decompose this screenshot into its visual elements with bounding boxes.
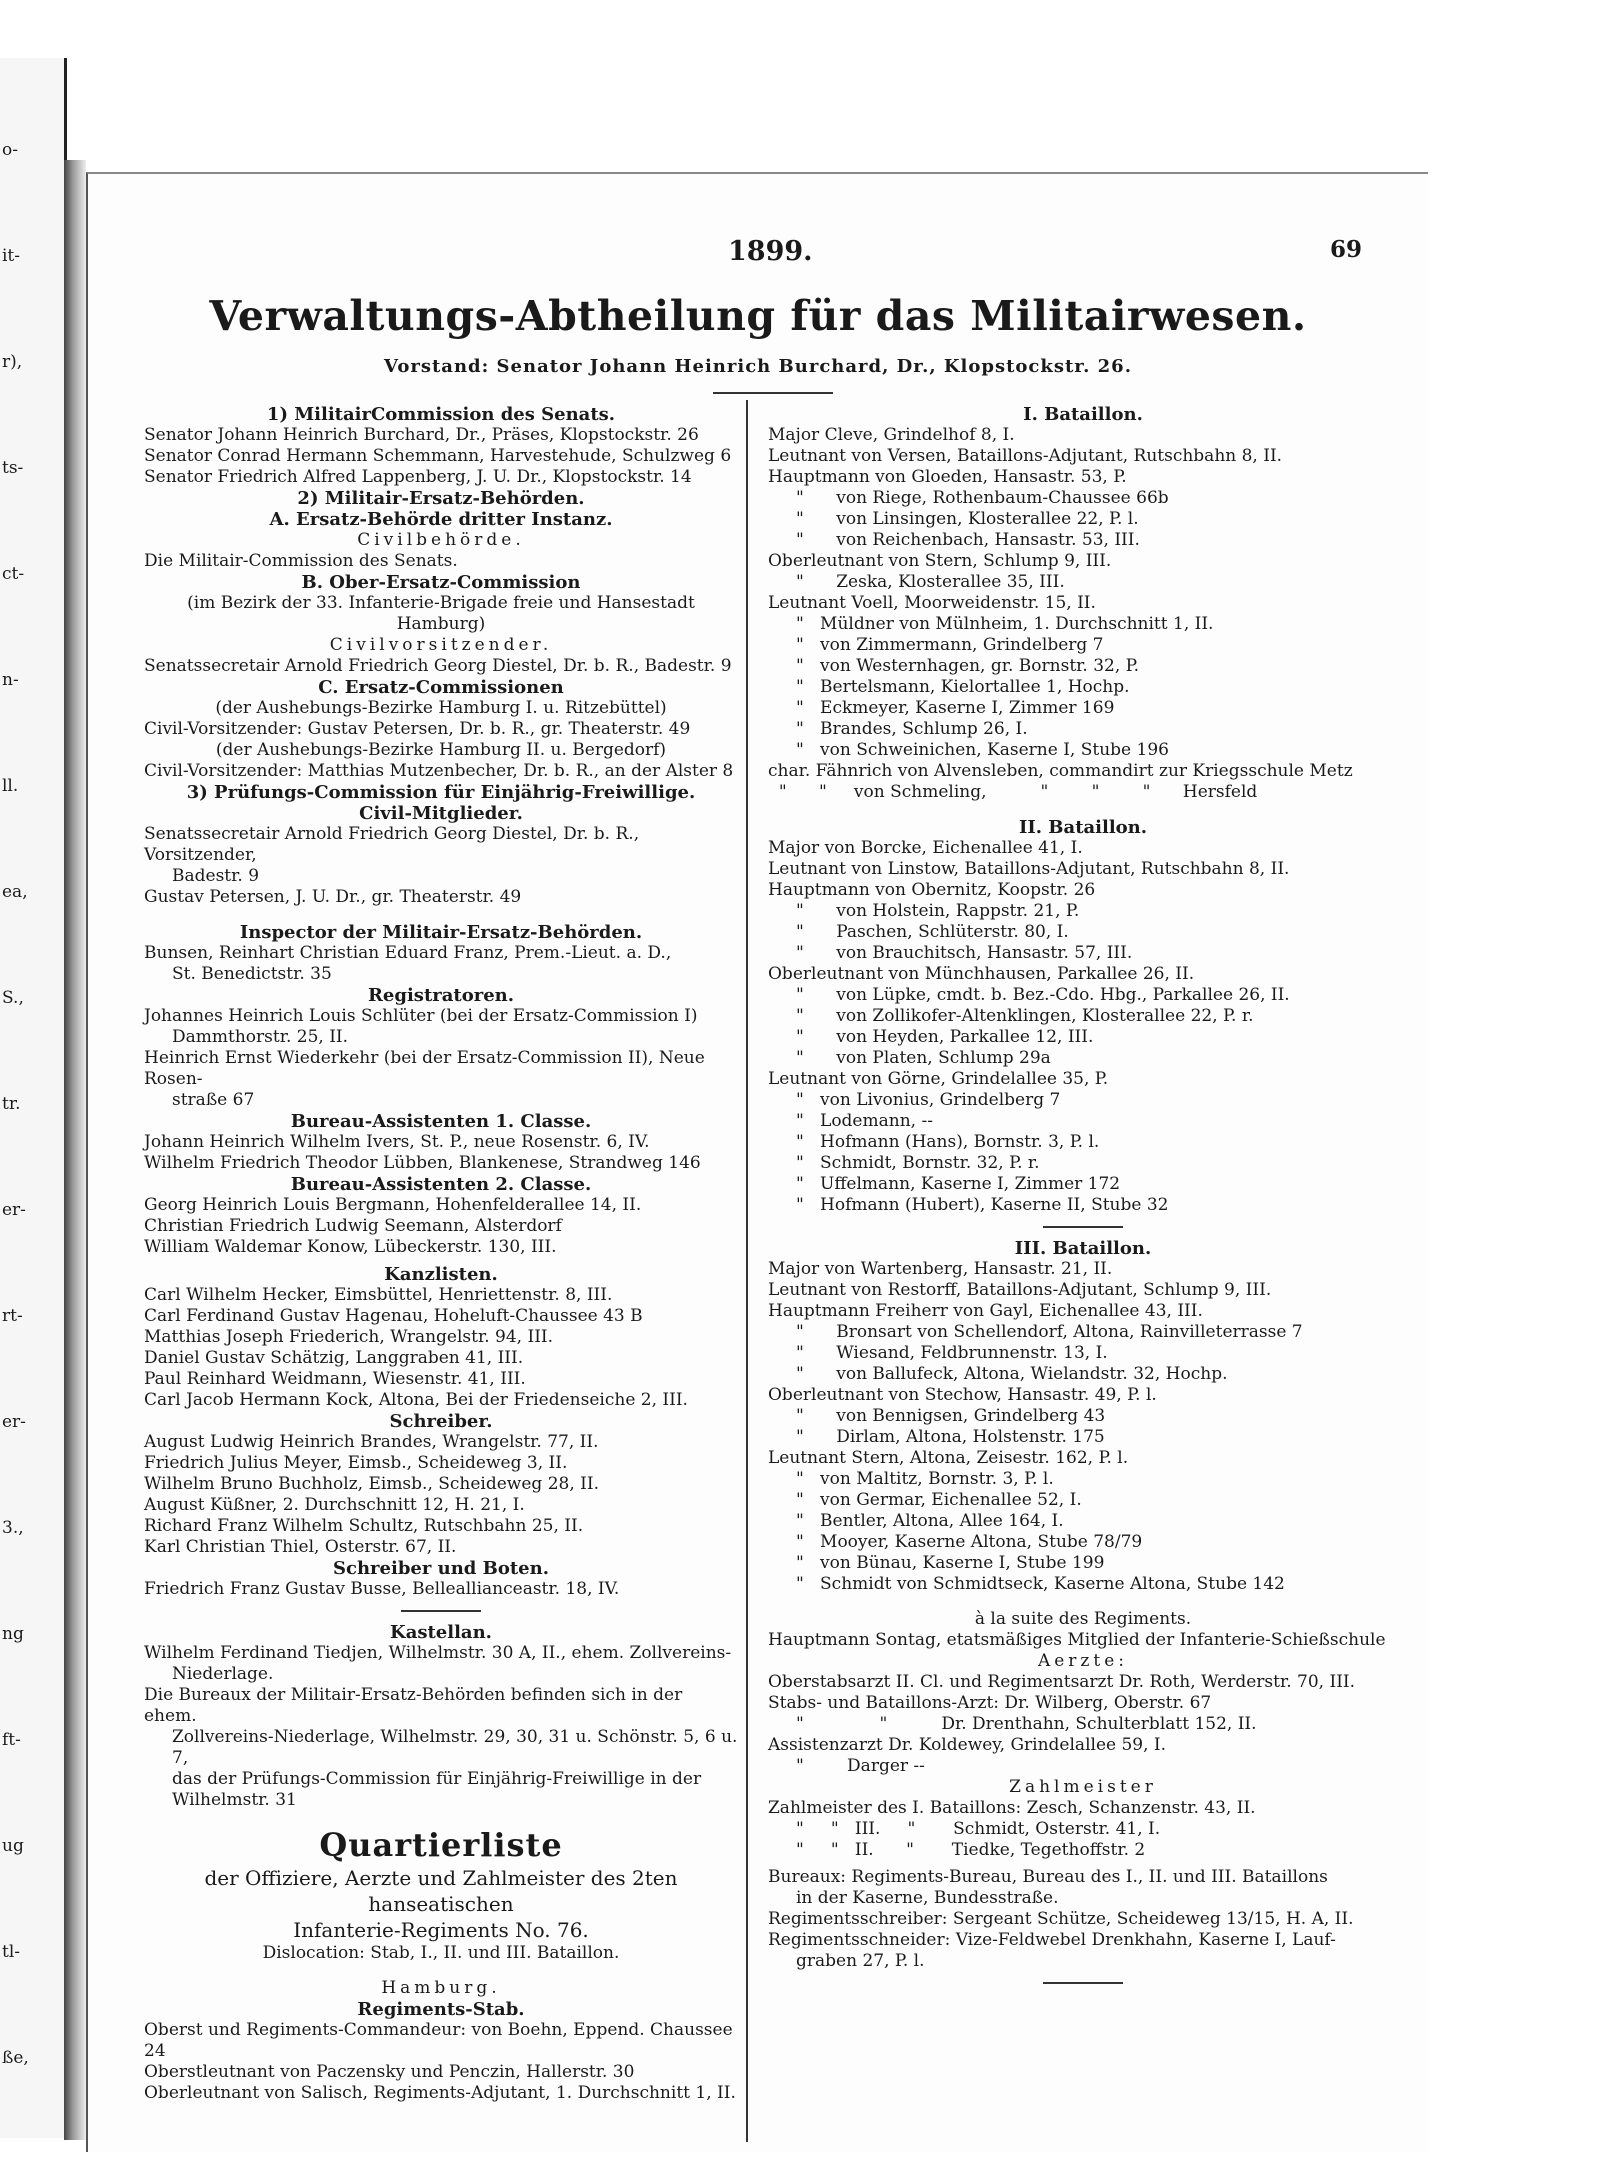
section-heading: Kastellan. [390,1622,492,1643]
section-heading: Registratoren. [367,985,515,1006]
section-heading: Bureau-Assistenten 1. Classe. [290,1111,592,1132]
entry-line: Johann Heinrich Wilhelm Ivers, St. P., neue Rosenstr. 6, IV. [144,1132,650,1152]
entry-continuation: " Hofmann (Hubert), Kaserne II, Stube 32 [796,1195,1169,1215]
section-heading: Bureau-Assistenten 2. Classe. [290,1174,592,1195]
left-column [144,404,743,2104]
entry-continuation: " Bentler, Altona, Allee 164, I. [796,1511,1064,1531]
entry-line: Karl Christian Thiel, Osterstr. 67, II. [144,1537,457,1557]
section-rule [401,1610,481,1612]
entry-continuation: Niederlage. [172,1664,274,1684]
prev-page-fragment: er- [2,1412,26,1432]
entry-continuation: " von Germar, Eichenallee 52, I. [796,1490,1082,1510]
entry-continuation: " von Linsingen, Klosterallee 22, P. l. [796,509,1139,529]
section-rule [1043,1226,1123,1228]
entry-continuation: " Bertelsmann, Kielortallee 1, Hochp. [796,677,1130,697]
entry-line: Stabs- und Bataillons-Arzt: Dr. Wilberg, Oberstr. 67 [768,1693,1212,1713]
centered-line: à la suite des Regiments. [974,1609,1192,1629]
entry-line: August Ludwig Heinrich Brandes, Wrangelstr. 77, II. [144,1432,599,1452]
entry-line: Die Militair-Commission des Senats. [144,551,458,571]
prev-page-fragment: n- [2,670,19,690]
spacer [144,908,738,922]
list-subtitle: Infanterie-Regiments No. 76. [293,1918,589,1942]
entry-continuation: " von Schweinichen, Kaserne I, Stube 196 [796,740,1169,760]
prev-page-fragment: ts- [2,458,24,478]
prev-page-fragment: ll. [2,776,19,796]
entry-line: Leutnant von Restorff, Bataillons-Adjutant, Schlump 9, III. [768,1280,1272,1300]
section-heading: Inspector der Militair-Ersatz-Behörden. [239,922,643,943]
entry-continuation: in der Kaserne, Bundesstraße. [796,1888,1059,1908]
spaced-heading: Hamburg. [381,1978,501,1998]
entry-line: Regimentsschreiber: Sergeant Schütze, Scheideweg 13/15, H. A, II. [768,1909,1354,1929]
entry-line: Friedrich Franz Gustav Busse, Belleallianceastr. 18, IV. [144,1579,620,1599]
entry-line: Oberleutnant von Salisch, Regiments-Adjutant, 1. Durchschnitt 1, II. [144,2083,736,2103]
centered-line: (der Aushebungs-Bezirke Hamburg II. u. Bergedorf) [215,740,667,760]
entry-continuation: " Paschen, Schlüterstr. 80, I. [796,922,1069,942]
entry-line: Leutnant Voell, Moorweidenstr. 15, II. [768,593,1096,613]
entry-continuation: Wilhelmstr. 31 [172,1790,297,1810]
section-heading: I. Bataillon. [1023,404,1143,425]
entry-line: William Waldemar Konow, Lübeckerstr. 130, III. [144,1237,557,1257]
entry-continuation: Zollvereins-Niederlage, Wilhelmstr. 29, 30, 31 u. Schönstr. 5, 6 u. 7, [172,1727,743,1768]
entry-line: Richard Franz Wilhelm Schultz, Rutschbahn 25, II. [144,1516,584,1536]
centered-line: Dislocation: Stab, I., II. und III. Bataillon. [262,1943,620,1963]
entry-continuation: " von Zimmermann, Grindelberg 7 [796,635,1104,655]
entry-continuation: Badestr. 9 [172,866,260,886]
column-divider [746,400,748,2142]
entry-continuation: " Uffelmann, Kaserne I, Zimmer 172 [796,1174,1121,1194]
entry-continuation: graben 27, P. l. [796,1951,925,1971]
entry-continuation: " Zeska, Klosterallee 35, III. [796,572,1065,592]
section-heading: II. Bataillon. [1018,817,1148,838]
entry-line: Bunsen, Reinhart Christian Eduard Franz, Prem.-Lieut. a. D., [144,943,672,963]
entry-continuation: " Dirlam, Altona, Holstenstr. 175 [796,1427,1105,1447]
entry-line: Hauptmann von Obernitz, Koopstr. 26 [768,880,1096,900]
entry-continuation: " Brandes, Schlump 26, I. [796,719,1028,739]
entry-line: Hauptmann Freiherr von Gayl, Eichenallee 43, III. [768,1301,1203,1321]
entry-line: Carl Wilhelm Hecker, Eimsbüttel, Henriettenstr. 8, III. [144,1285,613,1305]
entry-continuation: das der Prüfungs-Commission für Einjährig-Freiwillige in der [172,1769,702,1789]
entry-continuation: " " II. " Tiedke, Tegethoffstr. 2 [796,1840,1146,1860]
entry-continuation: " " III. " Schmidt, Osterstr. 41, I. [796,1819,1161,1839]
entry-continuation: " Darger -- [796,1756,925,1776]
right-column [768,404,1398,1994]
entry-line: Senatssecretair Arnold Friedrich Georg Diestel, Dr. b. R., Vorsitzender, [144,824,645,865]
entry-continuation: " von Holstein, Rappstr. 21, P. [796,901,1080,921]
section-heading: B. Ober-Ersatz-Commission [301,572,581,593]
section-heading: Schreiber und Boten. [333,1558,549,1579]
entry-continuation: Dammthorstr. 25, II. [172,1027,349,1047]
entry-line: Oberleutnant von Münchhausen, Parkallee 26, II. [768,964,1195,984]
entry-line: Heinrich Ernst Wiederkehr (bei der Ersatz-Commission II), Neue Rosen- [144,1048,711,1089]
entry-line: Carl Jacob Hermann Kock, Altona, Bei der Friedenseiche 2, III. [144,1390,688,1410]
list-title: Quartierliste [319,1826,563,1864]
entry-line: Oberstleutnant von Paczensky und Penczin, Hallerstr. 30 [144,2062,635,2082]
entry-continuation: " von Riege, Rothenbaum-Chaussee 66b [796,488,1169,508]
prev-page-fragment: ea, [2,882,28,902]
entry-continuation: " von Lüpke, cmdt. b. Bez.-Cdo. Hbg., Parkallee 26, II. [796,985,1290,1005]
entry-continuation: " Schmidt, Bornstr. 32, P. r. [796,1153,1040,1173]
section-heading: Schreiber. [389,1411,493,1432]
entry-line: Assistenzarzt Dr. Koldewey, Grindelallee 59, I. [768,1735,1167,1755]
vorstand-line: Vorstand: Senator Johann Heinrich Burchard, Dr., Klopstockstr. 26. [384,356,1132,377]
entry-line: Leutnant von Versen, Bataillons-Adjutant, Rutschbahn 8, II. [768,446,1283,466]
entry-line: Zahlmeister des I. Bataillons: Zesch, Schanzenstr. 43, II. [768,1798,1256,1818]
prev-page-fragment: tr. [2,1094,21,1114]
entry-continuation: " von Bünau, Kaserne I, Stube 199 [796,1553,1105,1573]
spaced-heading: Civilvorsitzender. [329,635,553,655]
list-subtitle: der Offiziere, Aerzte und Zahlmeister des 2ten hanseatischen [204,1866,684,1916]
entry-continuation: " von Platen, Schlump 29a [796,1048,1051,1068]
entry-line: Die Bureaux der Militair-Ersatz-Behörden befinden sich in der ehem. [144,1685,688,1726]
prev-page-fragment: ug [2,1836,24,1856]
entry-line: Oberleutnant von Stechow, Hansastr. 49, P. l. [768,1385,1157,1405]
entry-line: Carl Ferdinand Gustav Hagenau, Hoheluft-Chaussee 43 B [144,1306,643,1326]
section-rule [1043,1982,1123,1984]
section-heading: III. Bataillon. [1014,1238,1152,1259]
centered-line: (im Bezirk der 33. Infanterie-Brigade freie und Hansestadt Hamburg) [187,593,701,634]
prev-page-fragment: er- [2,1200,26,1220]
prev-page-fragment: r), [2,352,23,372]
spaced-heading: Zahlmeister [1009,1777,1157,1797]
entry-continuation: " Bronsart von Schellendorf, Altona, Rainvilleterrasse 7 [796,1322,1303,1342]
entry-line: Oberleutnant von Stern, Schlump 9, III. [768,551,1112,571]
prev-page-fragment: rt- [2,1306,23,1326]
centered-line: (der Aushebungs-Bezirke Hamburg I. u. Ritzebüttel) [215,698,667,718]
section-heading: C. Ersatz-Commissionen [318,677,564,698]
entry-continuation: " von Heyden, Parkallee 12, III. [796,1027,1094,1047]
entry-line: char. Fähnrich von Alvensleben, commandirt zur Kriegsschule Metz [768,761,1353,781]
entry-continuation: " Müldner von Mülnheim, 1. Durchschnitt 1, II. [796,614,1214,634]
page-number: 69 [1330,236,1363,263]
entry-line: Oberst und Regiments-Commandeur: von Boehn, Eppend. Chaussee 24 [144,2020,739,2061]
entry-continuation: " Eckmeyer, Kaserne I, Zimmer 169 [796,698,1115,718]
prev-page-fragment: ng [2,1624,24,1644]
entry-continuation: " Schmidt von Schmidtseck, Kaserne Altona, Stube 142 [796,1574,1285,1594]
entry-line: Georg Heinrich Louis Bergmann, Hohenfelderallee 14, II. [144,1195,642,1215]
spacer [768,1595,1398,1609]
book-gutter [64,160,86,2140]
previous-page-edge [0,58,67,2138]
entry-continuation: " von Zollikofer-Altenklingen, Klosterallee 22, P. r. [796,1006,1254,1026]
section-heading: A. Ersatz-Behörde dritter Instanz. [269,509,613,530]
entry-line: Christian Friedrich Ludwig Seemann, Alsterdorf [144,1216,562,1236]
title-rule [713,392,833,394]
prev-page-fragment: 3., [2,1518,24,1538]
entry-continuation: " von Livonius, Grindelberg 7 [796,1090,1061,1110]
entry-line: Matthias Joseph Friederich, Wrangelstr. 94, III. [144,1327,554,1347]
entry-line: Senator Johann Heinrich Burchard, Dr., Präses, Klopstockstr. 26 [144,425,699,445]
section-heading: Regiments-Stab. [357,1999,525,2020]
entry-line: Johannes Heinrich Louis Schlüter (bei der Ersatz-Commission I) [144,1006,698,1026]
entry-line: Wilhelm Bruno Buchholz, Eimsb., Scheideweg 28, II. [144,1474,599,1494]
section-heading: Kanzlisten. [384,1264,498,1285]
document-page [86,172,1428,2152]
entry-continuation: " von Maltitz, Bornstr. 3, P. l. [796,1469,1054,1489]
entry-line: Friedrich Julius Meyer, Eimsb., Scheideweg 3, II. [144,1453,568,1473]
prev-page-fragment: S., [2,988,24,1008]
prev-page-fragment: o- [2,140,18,160]
entry-line: Civil-Vorsitzender: Matthias Mutzenbecher, Dr. b. R., an der Alster 8 [144,761,734,781]
entry-line: Wilhelm Friedrich Theodor Lübben, Blankenese, Strandweg 146 [144,1153,701,1173]
entry-continuation: St. Benedictstr. 35 [172,964,332,984]
section-heading: 3) Prüfungs-Commission für Einjährig-Freiwillige. [186,782,696,803]
entry-continuation: " Lodemann, -- [796,1111,933,1131]
entry-continuation: " von Reichenbach, Hansastr. 53, III. [796,530,1140,550]
entry-line: Leutnant von Linstow, Bataillons-Adjutant, Rutschbahn 8, II. [768,859,1290,879]
spaced-heading: Aerzte: [1037,1651,1129,1671]
entry-continuation: " von Brauchitsch, Hansastr. 57, III. [796,943,1133,963]
prev-page-fragment: it- [2,246,21,266]
prev-page-fragment: ße, [2,2048,29,2068]
entry-line: Hauptmann Sontag, etatsmäßiges Mitglied der Infanterie-Schießschule [768,1630,1386,1650]
entry-line: Leutnant Stern, Altona, Zeisestr. 162, P. l. [768,1448,1129,1468]
section-heading: 2) Militair-Ersatz-Behörden. [297,488,585,509]
entry-continuation: " " Dr. Drenthahn, Schulterblatt 152, II. [796,1714,1257,1734]
prev-page-fragment: ct- [2,564,25,584]
entry-line: Senator Friedrich Alfred Lappenberg, J. U. Dr., Klopstockstr. 14 [144,467,692,487]
entry-line: Senator Conrad Hermann Schemmann, Harvestehude, Schulzweg 6 [144,446,732,466]
entry-line: Wilhelm Ferdinand Tiedjen, Wilhelmstr. 30 A, II., ehem. Zollvereins- [144,1643,732,1663]
spacer [144,1964,738,1978]
entry-line: Senatssecretair Arnold Friedrich Georg Diestel, Dr. b. R., Badestr. 9 [144,656,732,676]
page-title: Verwaltungs-Abtheilung für das Militairwesen. [209,292,1307,340]
entry-continuation: " Hofmann (Hans), Bornstr. 3, P. l. [796,1132,1100,1152]
entry-continuation: " von Westernhagen, gr. Bornstr. 32, P. [796,656,1140,676]
entry-line: Major Cleve, Grindelhof 8, I. [768,425,1015,445]
section-heading: 1) MilitairCommission des Senats. [266,404,616,425]
entry-line: Hauptmann von Gloeden, Hansastr. 53, P. [768,467,1127,487]
entry-line: Gustav Petersen, J. U. Dr., gr. Theaterstr. 49 [144,887,522,907]
entry-line: Civil-Vorsitzender: Gustav Petersen, Dr. b. R., gr. Theaterstr. 49 [144,719,691,739]
entry-line: Daniel Gustav Schätzig, Langgraben 41, III. [144,1348,524,1368]
spacer [144,1811,738,1825]
entry-continuation: " Mooyer, Kaserne Altona, Stube 78/79 [796,1532,1143,1552]
entry-line: Bureaux: Regiments-Bureau, Bureau des I., II. und III. Bataillons [768,1867,1328,1887]
entry-line: Major von Borcke, Eichenallee 41, I. [768,838,1083,858]
entry-continuation: " von Ballufeck, Altona, Wielandstr. 32, Hochp. [796,1364,1228,1384]
entry-continuation: " von Bennigsen, Grindelberg 43 [796,1406,1106,1426]
entry-line: Major von Wartenberg, Hansastr. 21, II. [768,1259,1113,1279]
entry-line: August Küßner, 2. Durchschnitt 12, H. 21, I. [144,1495,525,1515]
entry-line: Regimentsschneider: Vize-Feldwebel Drenkhahn, Kaserne I, Lauf- [768,1930,1336,1950]
entry-line: " " von Schmeling, " " " Hersfeld [768,782,1258,802]
entry-continuation: " Wiesand, Feldbrunnenstr. 13, I. [796,1343,1108,1363]
spaced-heading: Civilbehörde. [357,530,525,550]
entry-continuation: straße 67 [172,1090,255,1110]
prev-page-fragment: ft- [2,1730,21,1750]
page-year: 1899. [728,236,813,267]
entry-line: Oberstabsarzt II. Cl. und Regimentsarzt Dr. Roth, Werderstr. 70, III. [768,1672,1356,1692]
prev-page-fragment: tl- [2,1942,21,1962]
entry-line: Leutnant von Görne, Grindelallee 35, P. [768,1069,1109,1089]
spacer [768,803,1398,817]
entry-line: Paul Reinhard Weidmann, Wiesenstr. 41, III. [144,1369,526,1389]
section-heading: Civil-Mitglieder. [359,803,523,824]
